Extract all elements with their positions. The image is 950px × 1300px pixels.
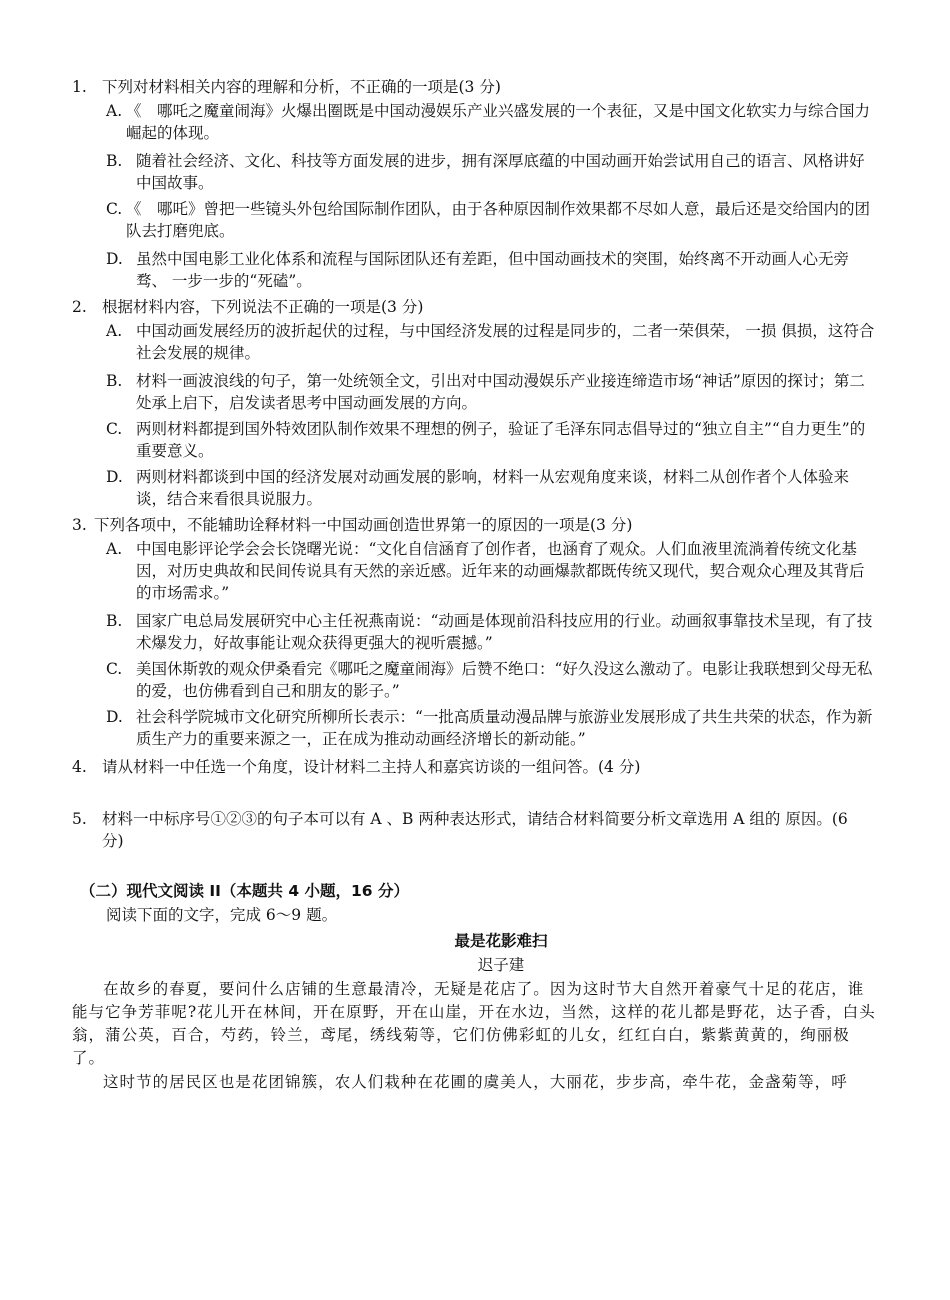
question-stem: 下列各项中，不能辅助诠释材料一中国动画创造世界第一的原因的一项是(3 分) <box>94 516 633 534</box>
question-2-option-d <box>106 466 876 510</box>
question-2-option-a <box>106 320 876 364</box>
option-label: B. <box>106 152 123 170</box>
option-label: A. <box>106 322 123 340</box>
option-label: A. <box>106 102 123 120</box>
article-paragraph-1: 在故乡的春夏，要问什么店铺的生意最清冷，无疑是花店了。因为这时节大自然开着豪气十足的花店，谁能与它争芳菲呢?花儿开在林间，开在原野，开在山崖，开在水边，当然，这样的花儿都是野花，达子香，白头翁，蒲公英，百合，芍药，铃兰，鸢尾，绣线菊等，它们仿佛彩虹的儿女，红红白白，紫紫黄黄的，绚丽极了。 <box>72 980 876 1067</box>
question-3-option-c <box>106 658 876 702</box>
question-3-option-d <box>106 706 876 750</box>
question-3-option-b <box>106 610 876 654</box>
question-number: 1. <box>72 78 87 96</box>
question-1 <box>72 76 878 98</box>
question-5 <box>72 808 872 852</box>
option-label: D. <box>106 250 123 268</box>
option-label: C. <box>106 200 123 218</box>
option-text: 《 哪吒》曾把一些镜头外包给国际制作团队，由于各种原因制作效果都不尽如人意，最后还是交给国内的团队去打磨兜底。 <box>126 200 871 240</box>
option-text: 中国电影评论学会会长饶曙光说：“文化自信涵育了创作者，也涵育了观众。人们血液里流淌着传统文化基因，对历史典故和民间传说具有天然的亲近感。近年来的动画爆款都既传统又现代，契合观众心理及其背后的市场需求。” <box>136 540 865 602</box>
option-text: 两则材料都提到国外特效团队制作效果不理想的例子，验证了毛泽东同志倡导过的“独立自主”“自力更生”的重要意义。 <box>136 420 866 460</box>
question-number: 5. <box>72 810 87 828</box>
option-text: 国家广电总局发展研究中心主任祝燕南说：“动画是体现前沿科技应用的行业。动画叙事靠技术呈现，有了技术爆发力，好故事能让观众获得更强大的视听震撼。” <box>136 612 873 652</box>
question-stem: 下列对材料相关内容的理解和分析，不正确的一项是(3 分) <box>102 78 501 96</box>
option-label: A. <box>106 540 123 558</box>
article-paragraph-2: 这时节的居民区也是花团锦簇，农人们栽种在花圃的虞美人，大丽花，步步高，牵牛花，金盏菊等，呼 <box>103 1073 848 1091</box>
question-stem: 材料一中标序号①②③的句子本可以有 A 、B 两种表达形式，请结合材料简要分析文章选用 A 组的 原因。(6 分) <box>102 810 848 850</box>
question-1-option-d <box>106 248 876 292</box>
option-label: B. <box>106 372 123 390</box>
option-label: C. <box>106 420 123 438</box>
option-text: 随着社会经济、文化、科技等方面发展的进步，拥有深厚底蕴的中国动画开始尝试用自己的语言、风格讲好中国故事。 <box>136 152 865 192</box>
question-stem: 根据材料内容，下列说法不正确的一项是(3 分) <box>102 298 424 316</box>
question-3 <box>72 514 878 536</box>
option-label: D. <box>106 468 123 486</box>
question-1-option-c <box>106 198 876 242</box>
option-text: 美国休斯敦的观众伊桑看完《哪吒之魔童闹海》后赞不绝口：“好久没这么激动了。电影让我联想到父母无私的爱，也仿佛看到自己和朋友的影子。” <box>136 660 873 700</box>
question-2-option-c <box>106 418 876 462</box>
question-2 <box>72 296 878 318</box>
question-1-option-b <box>106 150 876 194</box>
question-number: 4. <box>72 758 87 776</box>
option-text: 《 哪吒之魔童闹海》火爆出圈既是中国动漫娱乐产业兴盛发展的一个表征，又是中国文化软实力与综合国力崛起的体现。 <box>126 102 871 142</box>
question-1-option-a <box>106 100 876 144</box>
question-number: 2. <box>72 298 87 316</box>
question-4 <box>72 756 878 778</box>
option-label: C. <box>106 660 123 678</box>
option-text: 虽然中国电影工业化体系和流程与国际团队还有差距，但中国动画技术的突围，始终离不开动画人心无旁骛、 一步一步的“死磕”。 <box>136 250 850 290</box>
article-author: 迟子建 <box>477 956 525 974</box>
section-instruction: 阅读下面的文字，完成 6～9 题。 <box>106 906 338 924</box>
option-text: 中国动画发展经历的波折起伏的过程，与中国经济发展的过程是同步的，二者一荣俱荣， 一损 俱损，这符合社会发展的规律。 <box>136 322 875 362</box>
question-stem: 请从材料一中任选一个角度，设计材料二主持人和嘉宾访谈的一组问答。(4 分) <box>102 758 641 776</box>
question-2-option-b <box>106 370 876 414</box>
option-text: 社会科学院城市文化研究所柳所长表示：“一批高质量动漫品牌与旅游业发展形成了共生共荣的状态，作为新质生产力的重要来源之一，正在成为推动动画经济增长的新动能。” <box>136 708 873 748</box>
option-text: 材料一画波浪线的句子，第一处统领全文，引出对中国动漫娱乐产业接连缔造市场“神话”原因的探讨；第二处承上启下，启发读者思考中国动画发展的方向。 <box>136 372 865 412</box>
option-text: 两则材料都谈到中国的经济发展对动画发展的影响，材料一从宏观角度来谈，材料二从创作者个人体验来谈，结合来看很具说服力。 <box>136 468 850 508</box>
section-title: （二）现代文阅读 II（本题共 4 小题，16 分） <box>80 882 409 900</box>
option-label: D. <box>106 708 123 726</box>
question-number: 3. <box>72 516 87 534</box>
article-title: 最是花影难扫 <box>454 931 548 950</box>
option-label: B. <box>106 612 123 630</box>
question-3-option-a <box>106 538 876 604</box>
